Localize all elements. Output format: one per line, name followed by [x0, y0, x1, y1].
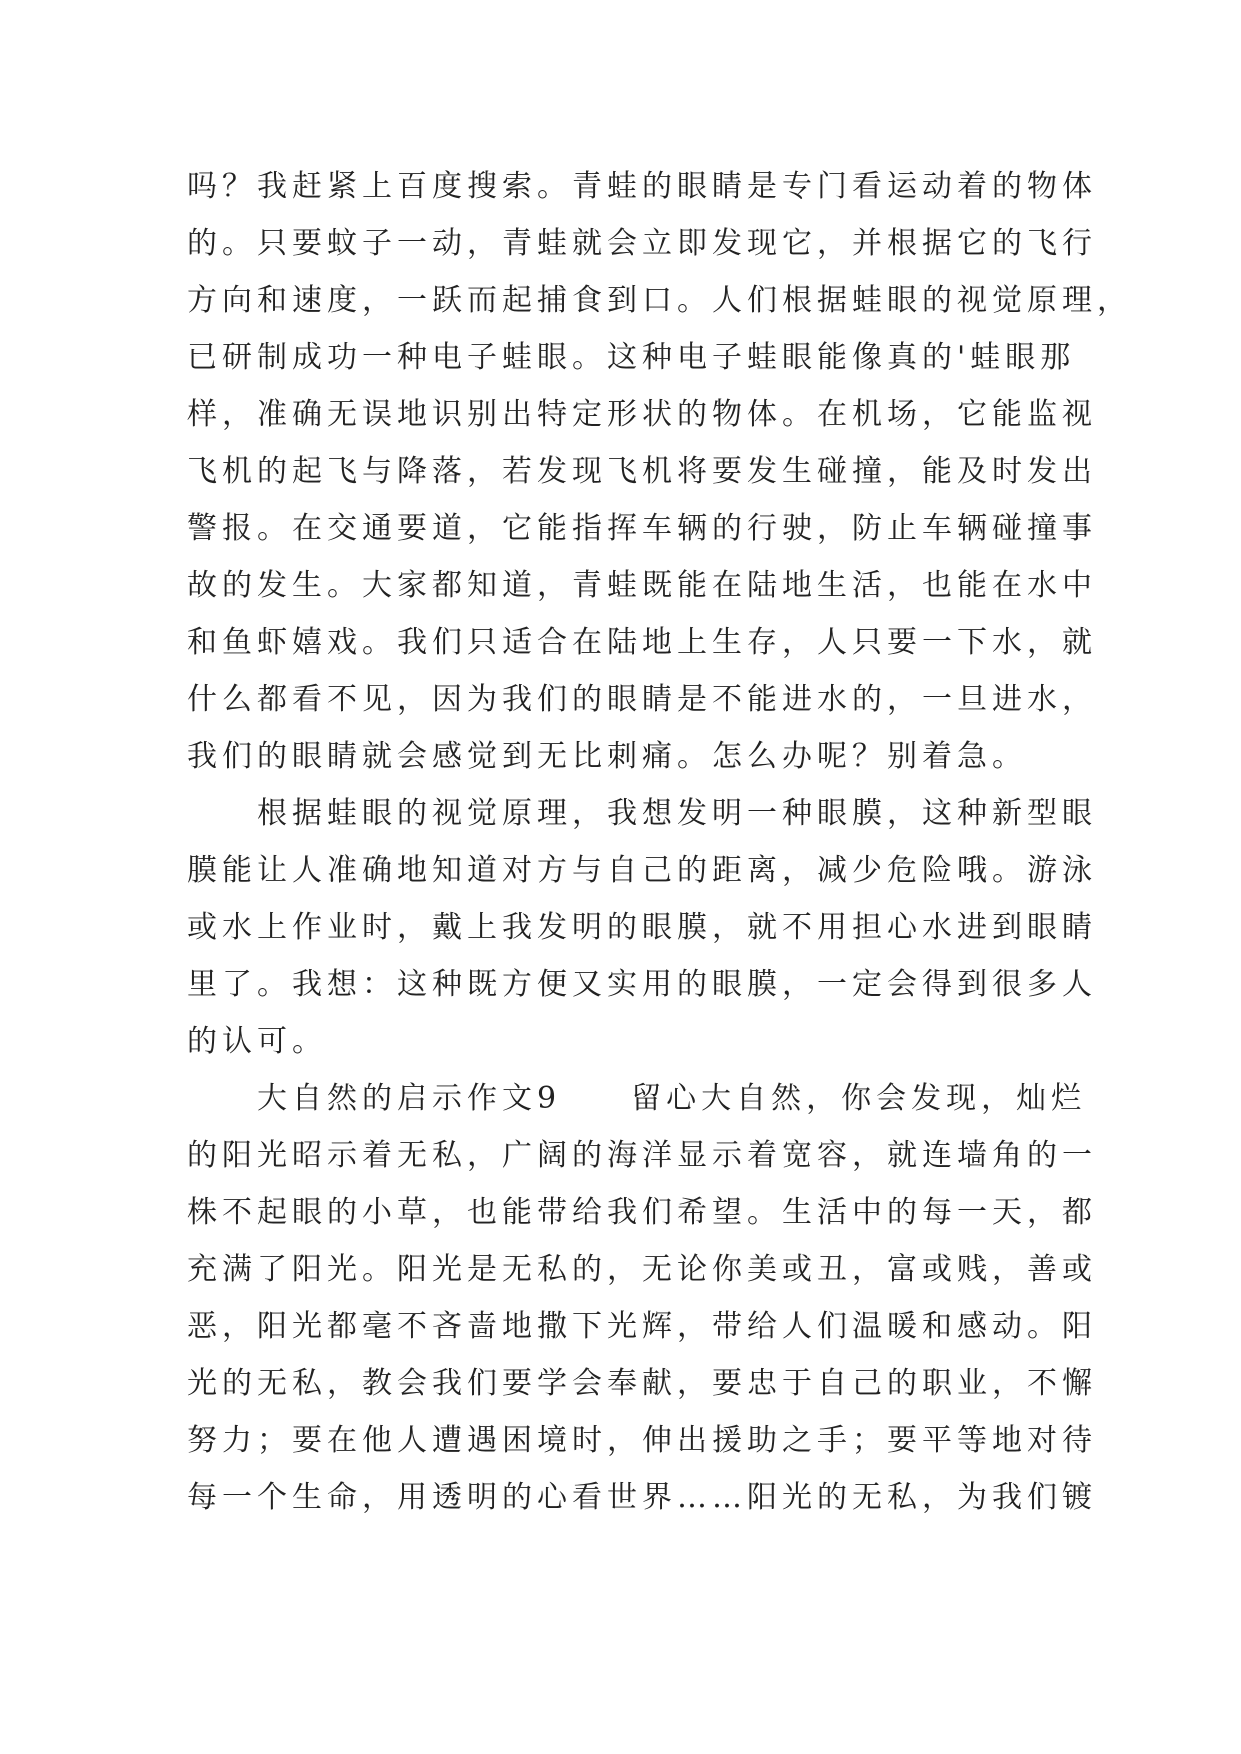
text-line-7: 警报。在交通要道，它能指挥车辆的行驶，防止车辆碰撞事 — [187, 511, 1097, 546]
body-text — [187, 158, 1132, 1526]
text-line-4: 已研制成功一种电子蛙眼。这种电子蛙眼能像真的'蛙眼那 — [187, 340, 1076, 375]
text-line-14: 或水上作业时，戴上我发明的眼膜，就不用担心水进到眼睛 — [187, 910, 1097, 945]
text-line-23: 努力；要在他人遭遇困境时，伸出援助之手；要平等地对待 — [187, 1423, 1097, 1458]
text-line-18: 的阳光昭示着无私，广阔的海洋显示着宽容，就连墙角的一 — [187, 1138, 1097, 1173]
text-line-3: 方向和速度，一跃而起捕食到口。人们根据蛙眼的视觉原理， — [187, 283, 1132, 318]
text-line-2: 的。只要蚊子一动，青蛙就会立即发现它，并根据它的飞行 — [187, 226, 1097, 261]
text-line-21: 恶，阳光都毫不吝啬地撒下光辉，带给人们温暖和感动。阳 — [187, 1309, 1097, 1344]
text-line-11: 我们的眼睛就会感觉到无比刺痛。怎么办呢？别着急。 — [187, 739, 1027, 774]
text-line-17: 大自然的启示作文9 留心大自然，你会发现，灿烂 — [187, 1081, 1087, 1116]
text-line-16: 的认可。 — [187, 1024, 327, 1059]
text-line-9: 和鱼虾嬉戏。我们只适合在陆地上生存，人只要一下水，就 — [187, 625, 1097, 660]
text-line-15: 里了。我想：这种既方便又实用的眼膜，一定会得到很多人 — [187, 967, 1097, 1002]
text-line-8: 故的发生。大家都知道，青蛙既能在陆地生活，也能在水中 — [187, 568, 1097, 603]
text-line-13: 膜能让人准确地知道对方与自己的距离，减少危险哦。游泳 — [187, 853, 1097, 888]
text-line-6: 飞机的起飞与降落，若发现飞机将要发生碰撞，能及时发出 — [187, 454, 1097, 489]
text-line-10: 什么都看不见，因为我们的眼睛是不能进水的，一旦进水， — [187, 682, 1097, 717]
text-line-20: 充满了阳光。阳光是无私的，无论你美或丑，富或贱，善或 — [187, 1252, 1097, 1287]
text-line-5: 样，准确无误地识别出特定形状的物体。在机场，它能监视 — [187, 397, 1097, 432]
text-line-24: 每一个生命，用透明的心看世界……阳光的无私，为我们镀 — [187, 1480, 1097, 1515]
text-line-22: 光的无私，教会我们要学会奉献，要忠于自己的职业，不懈 — [187, 1366, 1097, 1401]
text-line-12: 根据蛙眼的视觉原理，我想发明一种眼膜，这种新型眼 — [187, 796, 1097, 831]
text-line-19: 株不起眼的小草，也能带给我们希望。生活中的每一天，都 — [187, 1195, 1097, 1230]
text-line-1: 吗？我赶紧上百度搜索。青蛙的眼睛是专门看运动着的物体 — [187, 169, 1097, 204]
